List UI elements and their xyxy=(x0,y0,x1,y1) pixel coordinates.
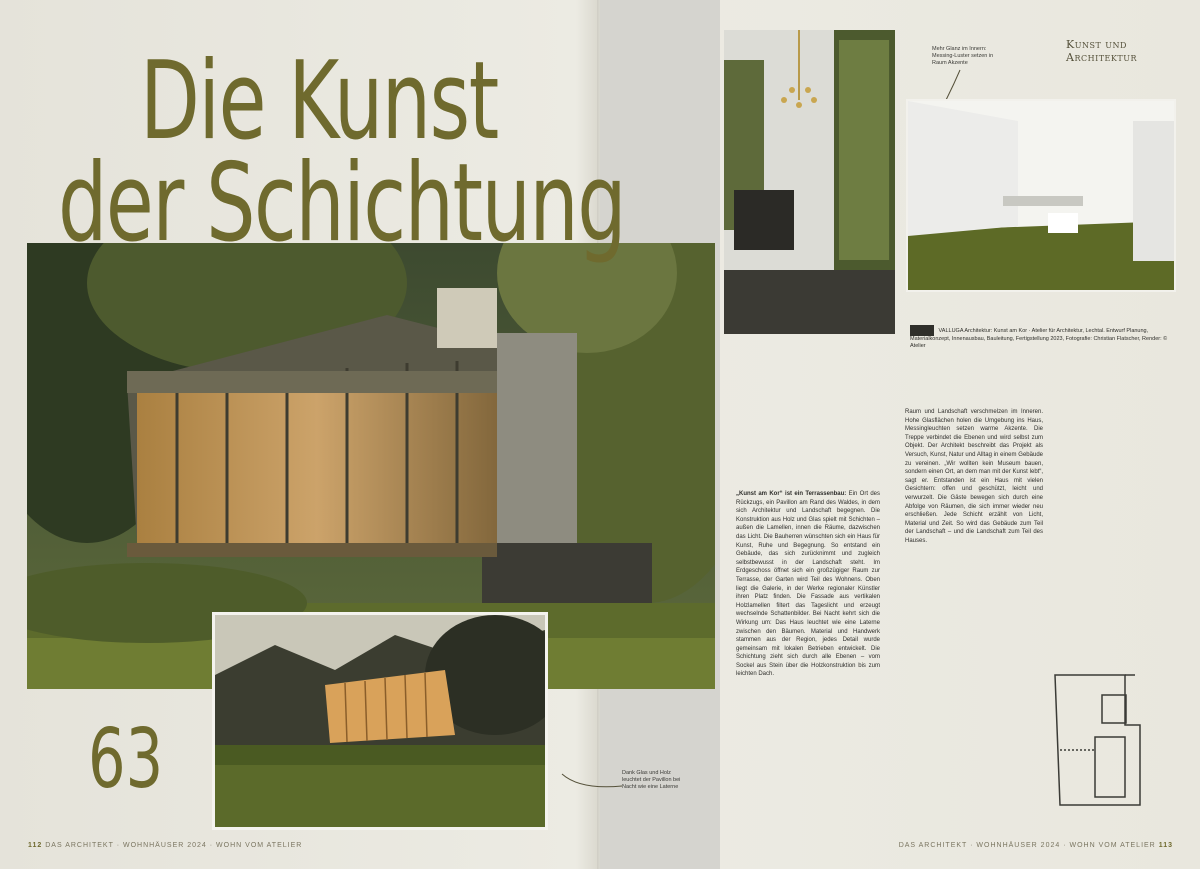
interior-caption: Mehr Glanz im Innern: Messing-Luster setzen in Raum Akzente xyxy=(932,46,994,66)
folio-right-text: DAS ARCHITEKT · WOHNHÄUSER 2024 · WOHN VOM ATELIER xyxy=(898,842,1156,849)
body-lead: „Kunst am Kor“ ist ein Terrassenbau: xyxy=(736,491,847,497)
kicker-label: Kunst und Architektur xyxy=(1066,38,1137,64)
page-feature-number: 63 xyxy=(88,712,164,807)
folio-left-text: DAS ARCHITEKT · WOHNHÄUSER 2024 · WOHN VOM ATELIER xyxy=(45,842,303,849)
body-column-left xyxy=(736,490,880,679)
folio-right xyxy=(899,842,1173,849)
render-image xyxy=(906,99,1176,292)
interior-photo xyxy=(724,30,895,334)
headline-line-2: der Schichtung xyxy=(58,141,626,266)
credits-text: VALLUGA Architektur: Kunst am Kor · Atelier für Architektur, Lechtal. Entwurf Planung, Materialkonzept, Innenausbau, Bauleitung, Fertigstellung 2023, Fotografie: Christian Flatscher, Render: © Atelier xyxy=(910,327,1168,349)
hero-caption: Dank Glas und Holz leuchtet der Pavillon bei Nacht wie eine Laterne xyxy=(622,770,681,790)
architect-logo-icon xyxy=(910,325,934,336)
page-number-left: 112 xyxy=(28,842,43,849)
page-number-right: 113 xyxy=(1158,842,1173,849)
folio-left xyxy=(28,842,302,849)
body-column-right: Raum und Landschaft verschmelzen im Inneren. Hohe Glasflächen holen die Umgebung ins Haus, Messingleuchten setzen warme Akzente. Die Treppe verbindet die Ebenen und wird selbst zum Objekt. Der Architekt beschreibt das Projekt als Versuch, Kunst, Natur und Alltag in einem Gebäude zu vereinen. „Wir wollten kein Museum bauen, sondern einen Ort, an dem man mit der Kunst lebt“, sagt er. Entstanden ist ein Haus mit vielen Gesichtern: offen und geschützt, leicht und verwurzelt. Die Gäste bewegen sich durch eine Abfolge von Räumen, die sich immer wieder neu erschließen. Jede Schicht erzählt von Licht, Material und Zeit. So wird das Gebäude zum Teil der Landschaft – und die Landschaft zum Teil des Hauses. xyxy=(905,409,1043,544)
body-left-text: Ein Ort des Rückzugs, ein Pavillon am Rand des Waldes, in dem sich Architektur und Landschaft begegnen. Die Konstruktion aus Holz und Glas spielt mit Schichten – außen die Lamellen, innen die Räume, dazwischen das Licht. Die Bauherren wünschten sich ein Haus für Kunst, Ruhe und Begegnung. So entstand ein Gebäude, das sich zurücknimmt und zugleich selbstbewusst in der Landschaft steht. Im Erdgeschoss öffnet sich ein großzügiger Raum zur Terrasse, der Garten wird Teil des Wohnens. Oben liegt die Galerie, in der Werke regionaler Künstler ihren Platz finden. Die Fassade aus vertikalen Holzlamellen filtert das Tageslicht und erzeugt wechselnde Schattenbilder. Bei Nacht kehrt sich die Wirkung um: Das Haus leuchtet wie eine Laterne zwischen den Bäumen. Material und Handwerk stammen aus der Region, jedes Detail wurde gemeinsam mit lokalen Betrieben entwickelt. Die Schichtung zieht sich durch alle Ebenen – vom Sockel aus Stein über die Holzkonstruktion bis zum leichten Dach. xyxy=(736,491,880,678)
caption-pointer xyxy=(560,770,624,792)
floor-plan xyxy=(1040,665,1190,825)
headline-line-1: Die Kunst xyxy=(140,39,498,164)
night-photo xyxy=(212,612,548,830)
project-credits xyxy=(910,325,1175,350)
